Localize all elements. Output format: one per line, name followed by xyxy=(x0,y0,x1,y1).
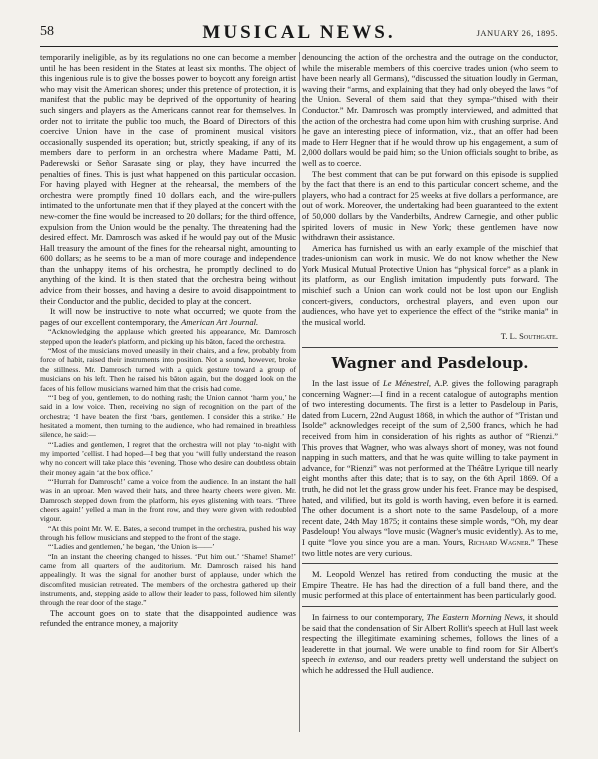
article-heading: Wagner and Pasdeloup. xyxy=(331,354,529,373)
journal-title: The Eastern Morning News xyxy=(426,611,523,622)
quotation xyxy=(40,327,296,607)
quote-paragraph: “‘Hurrah for Damrosch!’ came a voice from the audience. In an instant the hall was in an uproar. Men waved their hats, and three hearty cheers were given. Mr. Damrosch stepped down from the platform, his eyes glistening with tears. ‘Three cheers again!’ yelled a man in the front row, and they were given with redoubled vigour. xyxy=(40,476,296,524)
section-rule xyxy=(302,606,558,607)
journal-title: Le Ménestrel xyxy=(382,378,429,389)
left-column xyxy=(40,52,296,629)
paragraph-text: In fairness to our contemporary, xyxy=(312,611,427,622)
quote-paragraph: “At this point Mr. W. E. Bates, a second trumpet in the orchestra, pushed his way through his fellow musicians and stepped to the front of the stage. xyxy=(40,523,296,542)
author-signature: T. L. Southgate. xyxy=(500,331,558,342)
quote-paragraph: “‘Ladies and gentlemen,’ he began, ‘the Union is——’ xyxy=(48,542,215,552)
letter-signature: Richard Wagner. xyxy=(468,536,531,547)
page-number: 58 xyxy=(40,24,54,39)
paragraph-text: , A.P. gives the following paragraph concerning Wagner:—I find in a recent catalogue of autographs mention of two interesting documents. The first is a letter to Pasdeloup in Paris, dated from Lucern, 22nd August 1868, in which the author of “Tristan und Isolde” acknowledges receipt of the sum of 2,500 francs, which he had received from him in consideration of his rights as author of “Rienzi.” This proves that Wagner, who was always short of money, was not found napping in such matters, and that he was quite willing to take payment in advance, for “Rienzi” was not performed at the Théâtre Lyrique till nearly eight months after this date; that is to say, on the 6th April 1869. Of a truth, he did not let the grass grow under his feet. France may be despised, hated, and vilified, but its gold is worth having, even before it is earned. The other document is a short note to the same Pasdeloup, of a more recent date, 24th May 1875; it contains these simple words, “Oh, my dear Pasdeloup! You always “love music (Wagner's music evidently). As to me, I quite “love you since you are a man. Yours, xyxy=(302,378,558,547)
paragraph xyxy=(302,378,558,558)
paragraph-text: In the last issue of xyxy=(312,378,383,389)
paragraph xyxy=(302,612,558,676)
column-divider xyxy=(299,52,300,732)
paragraph-text: , it should be said that the condensation of Sir Albert Rollit's speech at Hull last week respecting the illegitimate examining schemes, follows the lines of a leaderette in that journal. We were unable to find room for Sir Albert's speech xyxy=(302,611,558,665)
section-rule xyxy=(302,563,558,564)
quote-paragraph: “Most of the musicians moved uneasily in their chairs, and a few, probably from force of habit, raised their instruments into position. Not a sound, however, broke the stillness. Mr. Damrosch turned with a quick gesture toward a group of musicians on his left. Then he raised his bâton again, but the dogged look on the faces of his fellow musicians warned him that the crisis had come. xyxy=(40,346,296,393)
section-rule xyxy=(302,347,558,348)
latin-phrase: in extenso xyxy=(328,654,364,665)
masthead: MUSICAL NEWS. xyxy=(202,22,396,43)
paragraph: M. Leopold Wenzel has retired from conducting the music at the Empire Theatre. He has had the direction of a full band there, and the music performed at this place of entertainment has been particularly good. xyxy=(302,569,558,601)
journal-title: American Art Journal. xyxy=(181,316,259,327)
right-column xyxy=(302,52,558,675)
page-header xyxy=(40,22,558,46)
quote-paragraph: “‘Ladies and gentlemen, I regret that the orchestra will not play ‘to-night with my imported ’cellist. I had hoped—I beg that you ‘will fully understand the reason why no concert will take place this ‘evening. Those who desire can doubtless obtain their money again ‘at the box office.’ xyxy=(40,439,296,477)
paragraph-text: , and our readers pretty well understand the subject on which he addressed the Hull audience. xyxy=(302,654,559,675)
paragraph: denouncing the action of the orchestra and the outrage on the conductor, while the miserable members of this coercive trades union (who seem to have been nearly all Germans), “discussed the situation loudly in German, waving their “arms, and explaining that they had only obeyed the laws “of the Union. Several of them said that they sympa-“thised with their Conductor.” Mr. Damrosch was promptly interviewed, and admitted that the action of the orchestra had come upon him with crushing surprise. And he gave an interesting piece of information, viz., that an offer had been made to Herr Hegner that if he would throw up his engagement, a sum of 2,000 dollars would be paid him; so the Union officials sought to bribe, as well as to coerce. xyxy=(302,52,558,168)
paragraph: America has furnished us with an early example of the mischief that trades-unionism can work in music. We do not know whether the New York Musical Mutual Protective Union has “physical force” as a plank in its platform, as our English imitation impudently puts forward. The mischief such a Union can work could not be lost upon our English concert-givers, conductors, orchestral players, and even upon our audiences, who have yet to experience the effect of the “strike mania” in the musical world. xyxy=(302,242,558,327)
quote-paragraph: “Acknowledging the applause which greeted his appearance, Mr. Damrosch stepped upon the leader's platform, and picking up his bâton, faced the orchestra. xyxy=(40,327,296,346)
quote-paragraph: “In an instant the cheering changed to hisses. ‘Put him out.’ ‘Shame! Shame!’ came from all quarters of the auditorium. Mr. Damrosch raised his hand appealingly. It was the signal for another burst of applause, under which the discomfited musician retreated. The members of the orchestra gathered up their instruments, and, stepping aside to allow their leader to pass, followed him silently through the rear door of the stage.” xyxy=(40,551,296,608)
header-rule xyxy=(40,46,558,47)
paragraph-text: It will now be instructive to note what occurred; we quote from the pages of our excellent contemporary, the xyxy=(40,306,296,327)
paragraph: The best comment that can be put forward on this episode is supplied by the fact that there is an end to this particular concert scheme, and the players, who had a contract for 25 weeks at five dollars a performance, are out of work. Moreover, the undertaking had been guaranteed to the extent of 50,000 dollars by the Vanderbilts, Andrew Carnegie, and other public spirited lovers of music in New York; these gentlemen have now withdrawn their assistance. xyxy=(302,168,558,243)
paragraph xyxy=(40,306,296,327)
issue-date: JANUARY 26, 1895. xyxy=(476,28,558,38)
paragraph: temporarily ineligible, as by its regulations no one can become a member until he has been resident in the States at least six months. The object of this ingenious rule is to give the bosses power to boycott any foreign artist who may visit the American shores; under this pretence of protection, it is manifest that the public may be deprived of the opportunity of hearing such singers and players as the Americans cannot rear for themselves. In order not to irritate the public too much, the Board of Directors of this coercive Union have in the case of prominent musical visitors occasionally suspended its operation; but, strictly speaking, if any of its members dare to perform in an orchestra where Madame Patti, M. Paderewski or Señor Sarasate sing or play, they have incurred the penalties of fines. This is just what happened on this particular occasion. For having played with Hegner at the rehearsal, the members of the orchestra were promptly fined 10 dollars each, and the wire-pullers intimated to the unfortunate men that if they played at the concert with the new-comer the fine would be increased to 20 dollars; for the third offence, expulsion from the Union would be the penalty. The threatening had the desired effect. Mr. Damrosch was asked if he would pay out of the Music Hall treasury the amount of the fines for the rehearsal night, amounting to 600 dollars; as he seems to be a man of more courage and independence than the unhappy items of his orchestra, he promptly declined to do anything of the kind. It is then stated that the orchestra being without advice from their bosses, and having a desire to avoid disappointment to their Conductor and the public, decided to play at the concert. xyxy=(40,52,296,306)
paragraph-text: ” These two little notes are very curious. xyxy=(302,536,559,558)
quote-paragraph: “‘I beg of you, gentlemen, to do nothing rash; the Union cannot ‘harm you,’ he said in a low voice. Then, receiving no sign of recognition on the part of the orchestra; ‘I have beaten the first ‘bars, gentlemen. I consider this a strike.’ He hesitated a moment, then turning to the audience, who had remained in breathless silence, he said:— xyxy=(40,392,296,440)
paragraph: The account goes on to state that the disappointed audience was refunded the entrance money, a majority xyxy=(40,607,296,629)
